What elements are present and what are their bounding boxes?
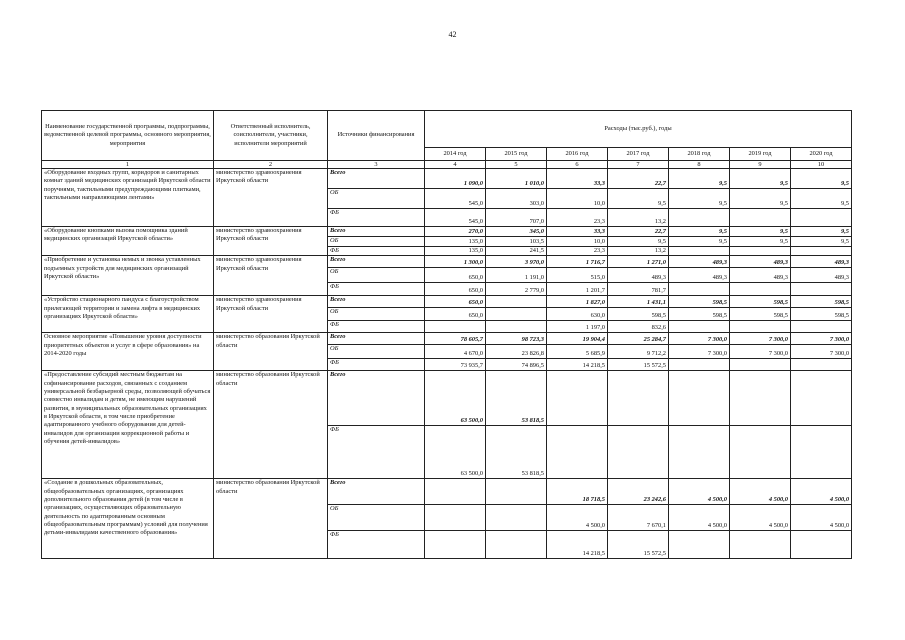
expense-value: 103,5 bbox=[486, 237, 547, 247]
expense-value: 1 716,7 bbox=[547, 256, 608, 268]
header-year: 2015 год bbox=[486, 148, 547, 161]
funding-source: ФБ bbox=[328, 531, 425, 559]
funding-source: Всего bbox=[328, 333, 425, 345]
expense-value bbox=[425, 505, 486, 531]
expense-value: 135,0 bbox=[425, 237, 486, 247]
measure-name: Основное мероприятие «Повышение уровня доступности приоритетных объектов и услуг в сфере образования» на 2014-2020 годы bbox=[42, 333, 214, 371]
expense-value bbox=[730, 209, 791, 227]
expense-value: 241,5 bbox=[486, 247, 547, 256]
header-year: 2016 год bbox=[547, 148, 608, 161]
expense-value: 23 242,6 bbox=[608, 479, 669, 505]
expense-value: 98 723,3 bbox=[486, 333, 547, 345]
expense-value bbox=[791, 209, 852, 227]
expense-value: 598,5 bbox=[730, 308, 791, 321]
funding-source: Всего bbox=[328, 371, 425, 426]
expense-value bbox=[669, 371, 730, 426]
expense-value bbox=[547, 371, 608, 426]
expense-value bbox=[730, 321, 791, 333]
expense-value: 5 685,9 bbox=[547, 345, 608, 359]
expense-value: 7 300,0 bbox=[669, 345, 730, 359]
column-number: 6 bbox=[547, 161, 608, 169]
expense-value: 1 271,0 bbox=[608, 256, 669, 268]
expense-value: 9,5 bbox=[791, 189, 852, 209]
table-row bbox=[42, 227, 852, 237]
funding-source: Всего bbox=[328, 169, 425, 189]
expense-value: 15 572,5 bbox=[608, 359, 669, 371]
table-row bbox=[42, 296, 852, 308]
header-year: 2018 год bbox=[669, 148, 730, 161]
expense-value: 63 500,0 bbox=[425, 371, 486, 426]
column-number: 2 bbox=[214, 161, 328, 169]
expense-value: 489,3 bbox=[730, 256, 791, 268]
table-row bbox=[42, 256, 852, 268]
expense-value: 9,5 bbox=[608, 237, 669, 247]
measure-name: «Устройство стационарного пандуса с благоустройством прилегающей территории и замена лифта в медицинских организациях Иркутской области» bbox=[42, 296, 214, 333]
expense-value: 1 201,7 bbox=[547, 283, 608, 296]
expense-value: 3 970,0 bbox=[486, 256, 547, 268]
expense-value: 4 500,0 bbox=[730, 479, 791, 505]
expense-value bbox=[486, 321, 547, 333]
column-number: 7 bbox=[608, 161, 669, 169]
expense-value bbox=[486, 296, 547, 308]
funding-source: ОБ bbox=[328, 505, 425, 531]
expense-value: 489,3 bbox=[608, 268, 669, 283]
expense-value bbox=[425, 479, 486, 505]
header-responsible: Ответственный исполнитель, соисполнители, участники, исполнители мероприятий bbox=[214, 111, 328, 161]
expense-value bbox=[669, 426, 730, 479]
expense-value: 489,3 bbox=[730, 268, 791, 283]
expense-value: 63 500,0 bbox=[425, 426, 486, 479]
expense-value: 9 712,2 bbox=[608, 345, 669, 359]
expense-value: 135,0 bbox=[425, 247, 486, 256]
expense-value bbox=[486, 479, 547, 505]
expense-value bbox=[791, 531, 852, 559]
expense-value: 9,5 bbox=[669, 169, 730, 189]
expense-value bbox=[669, 247, 730, 256]
expense-value: 707,0 bbox=[486, 209, 547, 227]
expense-value: 4 500,0 bbox=[791, 479, 852, 505]
funding-source: ФБ bbox=[328, 247, 425, 256]
funding-source: ФБ bbox=[328, 426, 425, 479]
expense-value: 13,2 bbox=[608, 209, 669, 227]
expense-value: 9,5 bbox=[791, 227, 852, 237]
expense-value bbox=[669, 531, 730, 559]
expense-value: 25 284,7 bbox=[608, 333, 669, 345]
column-number: 9 bbox=[730, 161, 791, 169]
expense-value: 7 300,0 bbox=[791, 345, 852, 359]
expense-value bbox=[486, 505, 547, 531]
expense-value: 650,0 bbox=[425, 283, 486, 296]
expense-value: 13,2 bbox=[608, 247, 669, 256]
expense-value: 7 300,0 bbox=[791, 333, 852, 345]
expense-value: 7 670,1 bbox=[608, 505, 669, 531]
expense-value: 650,0 bbox=[425, 268, 486, 283]
expense-value: 53 818,5 bbox=[486, 371, 547, 426]
expense-value: 15 572,5 bbox=[608, 531, 669, 559]
funding-source: ФБ bbox=[328, 359, 425, 371]
expense-value: 4 500,0 bbox=[791, 505, 852, 531]
expense-value: 1 010,0 bbox=[486, 169, 547, 189]
table-row bbox=[42, 479, 852, 505]
header-expenses: Расходы (тыс.руб.), годы bbox=[425, 111, 852, 148]
expense-value: 489,3 bbox=[791, 256, 852, 268]
expense-value bbox=[791, 359, 852, 371]
funding-source: Всего bbox=[328, 296, 425, 308]
expense-value: 9,5 bbox=[669, 189, 730, 209]
expense-value bbox=[669, 283, 730, 296]
expense-value: 545,0 bbox=[425, 189, 486, 209]
expense-value: 23,3 bbox=[547, 209, 608, 227]
header-name: Наименование государственной программы, подпрограммы, ведомственной целевой программы, основного мероприятия, мероприятия bbox=[42, 111, 214, 161]
expense-value: 598,5 bbox=[669, 308, 730, 321]
measure-name: «Приобретение и установка немых и звонка уставленных подъемных устройств для медицинских организаций Иркутской области» bbox=[42, 256, 214, 296]
funding-source: ОБ bbox=[328, 268, 425, 283]
expense-value bbox=[791, 247, 852, 256]
expense-value: 23,3 bbox=[547, 247, 608, 256]
table-body bbox=[42, 169, 852, 559]
expense-value bbox=[486, 531, 547, 559]
expense-value: 4 670,0 bbox=[425, 345, 486, 359]
expense-value: 781,7 bbox=[608, 283, 669, 296]
expense-value bbox=[486, 308, 547, 321]
expense-value bbox=[791, 371, 852, 426]
header-year: 2020 год bbox=[791, 148, 852, 161]
expense-value: 832,6 bbox=[608, 321, 669, 333]
expense-value: 489,3 bbox=[669, 256, 730, 268]
funding-source: Всего bbox=[328, 479, 425, 505]
expense-value bbox=[730, 426, 791, 479]
expense-value: 598,5 bbox=[730, 296, 791, 308]
expense-value bbox=[608, 371, 669, 426]
expense-value: 515,0 bbox=[547, 268, 608, 283]
expense-value: 7 300,0 bbox=[669, 333, 730, 345]
responsible-executor: министерство здравоохранения Иркутской области bbox=[214, 227, 328, 256]
expense-value: 9,5 bbox=[791, 237, 852, 247]
expense-value: 9,5 bbox=[730, 189, 791, 209]
expense-value: 33,3 bbox=[547, 227, 608, 237]
expense-value: 7 300,0 bbox=[730, 345, 791, 359]
expense-value bbox=[791, 426, 852, 479]
expense-value bbox=[730, 371, 791, 426]
table-row bbox=[42, 169, 852, 189]
expense-value: 9,5 bbox=[608, 189, 669, 209]
expense-value: 4 500,0 bbox=[669, 505, 730, 531]
expense-value: 7 300,0 bbox=[730, 333, 791, 345]
expense-value: 2 779,0 bbox=[486, 283, 547, 296]
header-year: 2017 год bbox=[608, 148, 669, 161]
expense-value bbox=[669, 359, 730, 371]
expense-value: 73 935,7 bbox=[425, 359, 486, 371]
expense-value bbox=[547, 426, 608, 479]
responsible-executor: министерство здравоохранения Иркутской области bbox=[214, 256, 328, 296]
expense-value: 650,0 bbox=[425, 308, 486, 321]
expense-value: 10,0 bbox=[547, 189, 608, 209]
funding-source: ФБ bbox=[328, 283, 425, 296]
funding-source: ОБ bbox=[328, 308, 425, 321]
expense-value bbox=[425, 321, 486, 333]
expense-value: 598,5 bbox=[791, 308, 852, 321]
expense-value bbox=[730, 247, 791, 256]
funding-source: ОБ bbox=[328, 237, 425, 247]
expense-value: 1 827,0 bbox=[547, 296, 608, 308]
expense-value: 9,5 bbox=[730, 237, 791, 247]
expense-value: 19 904,4 bbox=[547, 333, 608, 345]
expense-value: 545,0 bbox=[425, 209, 486, 227]
expense-value bbox=[608, 426, 669, 479]
expense-value: 598,5 bbox=[791, 296, 852, 308]
responsible-executor: министерство здравоохранения Иркутской области bbox=[214, 296, 328, 333]
header-source: Источники финансирования bbox=[328, 111, 425, 161]
expense-value bbox=[791, 321, 852, 333]
expense-value: 345,0 bbox=[486, 227, 547, 237]
expense-value: 4 500,0 bbox=[730, 505, 791, 531]
expense-value: 1 191,0 bbox=[486, 268, 547, 283]
expense-value bbox=[730, 531, 791, 559]
expense-value: 78 605,7 bbox=[425, 333, 486, 345]
expense-value: 74 896,5 bbox=[486, 359, 547, 371]
column-number: 4 bbox=[425, 161, 486, 169]
expense-value: 9,5 bbox=[669, 227, 730, 237]
expense-value: 1 197,0 bbox=[547, 321, 608, 333]
expense-value bbox=[669, 321, 730, 333]
responsible-executor: министерство образования Иркутской области bbox=[214, 371, 328, 479]
header-year: 2019 год bbox=[730, 148, 791, 161]
funding-source: ОБ bbox=[328, 345, 425, 359]
expense-value: 4 500,0 bbox=[547, 505, 608, 531]
expense-value: 14 218,5 bbox=[547, 531, 608, 559]
measure-name: «Предоставление субсидий местным бюджетам на софинансирование расходов, связанных с созданием универсальной безбарьерной среды, позволяющей обучаться совместно инвалидам и детям, не имеющим нарушений развития, в муниципальных образовательных организациях в Иркутской области, в том числе приобретение адаптированного учебного оборудования для детей-инвалидов для организации коррекционной работы и обучения детей-инвалидов» bbox=[42, 371, 214, 479]
measure-name: «Оборудование входных групп, коридоров и санитарных комнат зданий медицинских организаций Иркутской области поручнями, тактильными предупреждающими плитками, тактильными направляющими лентами» bbox=[42, 169, 214, 227]
expense-value: 489,3 bbox=[669, 268, 730, 283]
expense-value: 1 431,1 bbox=[608, 296, 669, 308]
measure-name: «Оборудование кнопками вызова помощника зданий медицинских организаций Иркутской области» bbox=[42, 227, 214, 256]
expense-value: 10,0 bbox=[547, 237, 608, 247]
funding-source: ФБ bbox=[328, 209, 425, 227]
header-year: 2014 год bbox=[425, 148, 486, 161]
page-number: 42 bbox=[448, 30, 457, 39]
expense-value: 22,7 bbox=[608, 169, 669, 189]
expense-value: 489,3 bbox=[791, 268, 852, 283]
expense-value: 9,5 bbox=[730, 169, 791, 189]
funding-source: Всего bbox=[328, 256, 425, 268]
column-number: 5 bbox=[486, 161, 547, 169]
funding-source: Всего bbox=[328, 227, 425, 237]
responsible-executor: министерство здравоохранения Иркутской области bbox=[214, 169, 328, 227]
measure-name: «Создание в дошкольных образовательных, общеобразовательных организациях, организациях дополнительного образования детей (в том числе в организациях, осуществляющих образовательную деятельность по адаптированным основным общеобразовательным программам) условий для получения детьми-инвалидами качественного образования» bbox=[42, 479, 214, 559]
table-row bbox=[42, 333, 852, 345]
expense-value: 53 818,5 bbox=[486, 426, 547, 479]
expense-value: 9,5 bbox=[669, 237, 730, 247]
expense-value: 1 300,0 bbox=[425, 256, 486, 268]
expense-value: 9,5 bbox=[791, 169, 852, 189]
funding-source: ФБ bbox=[328, 321, 425, 333]
expense-value bbox=[425, 531, 486, 559]
expense-value: 303,0 bbox=[486, 189, 547, 209]
expense-value bbox=[791, 283, 852, 296]
column-number: 8 bbox=[669, 161, 730, 169]
expense-value: 598,5 bbox=[608, 308, 669, 321]
expenditure-table bbox=[41, 110, 852, 559]
column-number: 1 bbox=[42, 161, 214, 169]
expense-value: 270,0 bbox=[425, 227, 486, 237]
expense-value: 22,7 bbox=[608, 227, 669, 237]
expense-value bbox=[669, 209, 730, 227]
expense-value: 18 718,5 bbox=[547, 479, 608, 505]
expense-value: 630,0 bbox=[547, 308, 608, 321]
expense-value bbox=[730, 283, 791, 296]
expense-value: 23 826,8 bbox=[486, 345, 547, 359]
expense-value: 650,0 bbox=[425, 296, 486, 308]
column-number: 10 bbox=[791, 161, 852, 169]
expense-value: 598,5 bbox=[669, 296, 730, 308]
expense-value: 1 090,0 bbox=[425, 169, 486, 189]
table-row bbox=[42, 371, 852, 426]
expense-value: 33,3 bbox=[547, 169, 608, 189]
responsible-executor: министерство образования Иркутской области bbox=[214, 479, 328, 559]
expense-value: 9,5 bbox=[730, 227, 791, 237]
expense-value: 4 500,0 bbox=[669, 479, 730, 505]
responsible-executor: министерство образования Иркутской области bbox=[214, 333, 328, 371]
column-number: 3 bbox=[328, 161, 425, 169]
expense-value: 14 218,5 bbox=[547, 359, 608, 371]
expense-value bbox=[730, 359, 791, 371]
funding-source: ОБ bbox=[328, 189, 425, 209]
